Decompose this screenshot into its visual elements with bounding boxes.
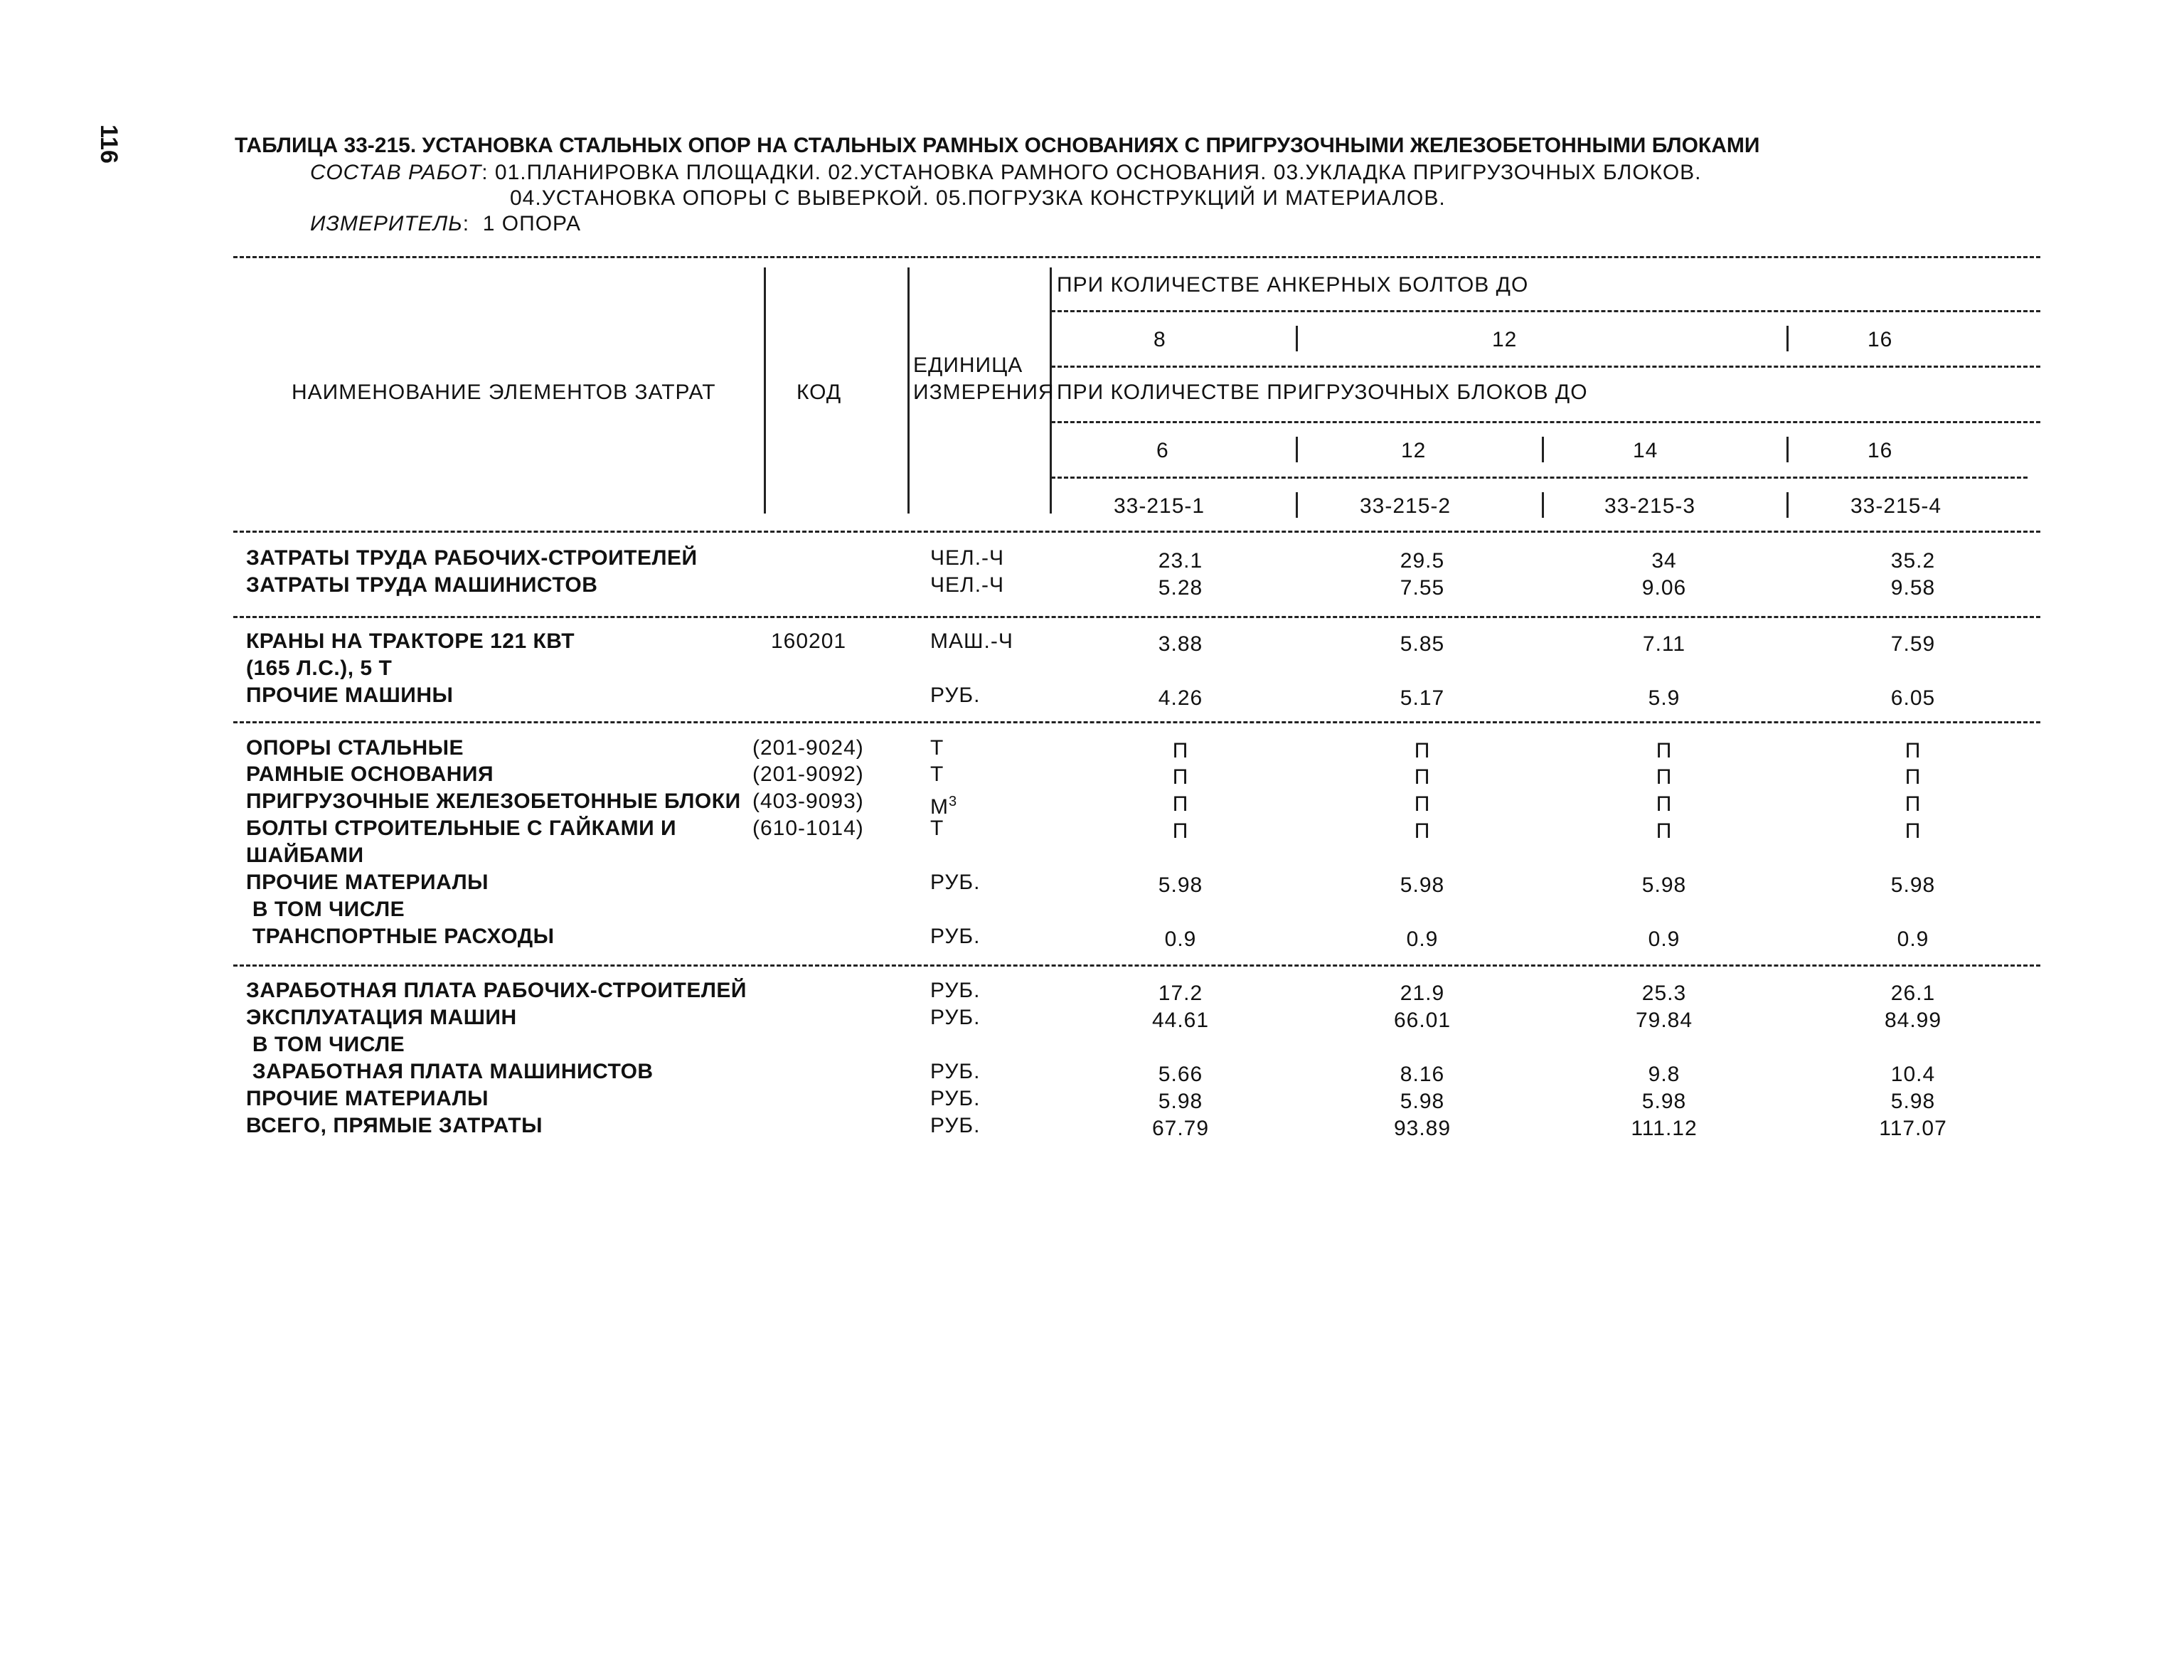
- row-value: 5.66: [1158, 1063, 1203, 1086]
- row-value: 5.98: [1641, 1090, 1687, 1113]
- header-rule-c: [1051, 421, 2040, 423]
- row-code: (201-9024): [752, 736, 864, 760]
- header-code-2: 33-215-2: [1360, 494, 1451, 518]
- row-value: 8.16: [1400, 1063, 1445, 1086]
- row-value: 29.5: [1400, 549, 1445, 573]
- row-value: 5.98: [1400, 873, 1445, 897]
- row-unit: Т: [930, 762, 944, 786]
- row-value: П: [1414, 765, 1431, 789]
- header-bolt-12: 12: [1492, 328, 1518, 351]
- row-value: П: [1905, 765, 1922, 789]
- section-rule-2: [233, 721, 2040, 723]
- row-value: 34: [1651, 549, 1677, 573]
- row-value: 117.07: [1879, 1117, 1947, 1140]
- row-value: 5.98: [1400, 1090, 1445, 1113]
- row-value: 5.98: [1158, 1090, 1203, 1113]
- vline-code-3: [1786, 492, 1789, 518]
- measurement-value: : 1 ОПОРА: [462, 212, 582, 235]
- row-value: П: [1656, 739, 1673, 762]
- vline-bolt-2: [1786, 326, 1789, 351]
- row-code: 160201: [771, 629, 847, 653]
- row-code: (403-9093): [752, 790, 864, 813]
- table-top-rule: [233, 256, 2040, 258]
- row-value: П: [1905, 792, 1922, 816]
- header-unit-line2: ИЗМЕРЕНИЯ: [913, 381, 1055, 404]
- vline-code: [764, 267, 766, 514]
- row-unit: $М^3$: [930, 794, 958, 819]
- row-name: ШАЙБАМИ: [246, 844, 364, 867]
- row-value: П: [1414, 792, 1431, 816]
- row-value: 9.8: [1648, 1063, 1680, 1086]
- table-title: ТАБЛИЦА 33-215. УСТАНОВКА СТАЛЬНЫХ ОПОР НА СТАЛЬНЫХ РАМНЫХ ОСНОВАНИЯХ С ПРИГРУЗОЧНЫМИ ЖЕЛЕЗОБЕТОННЫМИ БЛОКАМИ: [235, 134, 1760, 157]
- row-value: 23.1: [1158, 549, 1203, 573]
- work-composition-line2: 04.УСТАНОВКА ОПОРЫ С ВЫВЕРКОЙ. 05.ПОГРУЗКА КОНСТРУКЦИЙ И МАТЕРИАЛОВ.: [510, 186, 1446, 210]
- row-value: 5.98: [1890, 873, 1936, 897]
- vline-unit: [907, 267, 910, 514]
- row-value: П: [1656, 765, 1673, 789]
- row-name: РАМНЫЕ ОСНОВАНИЯ: [246, 762, 494, 786]
- row-name: В ТОМ ЧИСЛЕ: [246, 898, 405, 921]
- row-value: П: [1905, 739, 1922, 762]
- row-value: 93.89: [1393, 1117, 1451, 1140]
- row-value: 5.28: [1158, 576, 1203, 600]
- row-name: ЭКСПЛУАТАЦИЯ МАШИН: [246, 1006, 517, 1029]
- work-composition-line1: : 01.ПЛАНИРОВКА ПЛОЩАДКИ. 02.УСТАНОВКА РАМНОГО ОСНОВАНИЯ. 03.УКЛАДКА ПРИГРУЗОЧНЫХ БЛОКОВ.: [481, 161, 1702, 184]
- row-value: 26.1: [1890, 982, 1936, 1005]
- row-value: 25.3: [1641, 982, 1687, 1005]
- work-composition-label: СОСТАВ РАБОТ: [310, 161, 482, 184]
- header-rule-d: [1051, 477, 2028, 479]
- row-name: ПРОЧИЕ МАТЕРИАЛЫ: [246, 1087, 489, 1110]
- row-value: 66.01: [1393, 1009, 1451, 1032]
- row-value: П: [1905, 819, 1922, 843]
- row-value: 3.88: [1158, 632, 1203, 656]
- row-value: 9.06: [1641, 576, 1687, 600]
- row-unit: РУБ.: [930, 1114, 981, 1137]
- row-name: ЗАТРАТЫ ТРУДА РАБОЧИХ-СТРОИТЕЛЕЙ: [246, 546, 698, 570]
- section-rule-3: [233, 964, 2040, 967]
- row-value: 5.98: [1158, 873, 1203, 897]
- row-value: 35.2: [1890, 549, 1936, 573]
- row-unit: Т: [930, 817, 944, 840]
- row-name: ПРОЧИЕ МАШИНЫ: [246, 684, 454, 707]
- row-value: 5.98: [1890, 1090, 1936, 1113]
- row-value: П: [1656, 819, 1673, 843]
- row-name: КРАНЫ НА ТРАКТОРЕ 121 КВТ: [246, 629, 575, 653]
- row-value: П: [1656, 792, 1673, 816]
- row-value: П: [1172, 819, 1189, 843]
- row-name: ПРИГРУЗОЧНЫЕ ЖЕЛЕЗОБЕТОННЫЕ БЛОКИ: [246, 790, 741, 813]
- header-blocks-title: ПРИ КОЛИЧЕСТВЕ ПРИГРУЗОЧНЫХ БЛОКОВ ДО: [1057, 381, 1588, 404]
- row-value: 0.9: [1648, 927, 1680, 951]
- row-name: БОЛТЫ СТРОИТЕЛЬНЫЕ С ГАЙКАМИ И: [246, 817, 677, 840]
- row-value: 7.59: [1890, 632, 1936, 656]
- header-unit-line1: ЕДИНИЦА: [913, 353, 1023, 377]
- row-value: П: [1414, 739, 1431, 762]
- header-name: НАИМЕНОВАНИЕ ЭЛЕМЕНТОВ ЗАТРАТ: [292, 381, 716, 404]
- row-name: ВСЕГО, ПРЯМЫЕ ЗАТРАТЫ: [246, 1114, 543, 1137]
- header-block-12: 12: [1401, 439, 1427, 462]
- vline-block-1: [1296, 437, 1298, 462]
- row-value: 84.99: [1884, 1009, 1942, 1032]
- header-code-4: 33-215-4: [1850, 494, 1942, 518]
- row-value: 7.11: [1642, 632, 1686, 656]
- vline-code-2: [1542, 492, 1544, 518]
- row-value: 0.9: [1897, 927, 1929, 951]
- header-bolt-16: 16: [1868, 328, 1893, 351]
- row-unit: РУБ.: [930, 871, 981, 894]
- row-value: 6.05: [1890, 686, 1936, 710]
- row-name: В ТОМ ЧИСЛЕ: [246, 1033, 405, 1056]
- header-rule-a: [1051, 310, 2040, 312]
- row-value: 4.26: [1158, 686, 1203, 710]
- header-code-3: 33-215-3: [1604, 494, 1696, 518]
- row-code: (201-9092): [752, 762, 864, 786]
- row-name: ЗАРАБОТНАЯ ПЛАТА РАБОЧИХ-СТРОИТЕЛЕЙ: [246, 979, 747, 1002]
- row-value: 67.79: [1151, 1117, 1210, 1140]
- row-value: 5.17: [1400, 686, 1445, 710]
- row-code: (610-1014): [752, 817, 864, 840]
- header-bottom-rule: [233, 531, 2040, 533]
- vline-block-3: [1786, 437, 1789, 462]
- header-bolts-title: ПРИ КОЛИЧЕСТВЕ АНКЕРНЫХ БОЛТОВ ДО: [1057, 273, 1529, 297]
- header-bolt-8: 8: [1154, 328, 1166, 351]
- row-value: 10.4: [1890, 1063, 1936, 1086]
- measurement-label: ИЗМЕРИТЕЛЬ: [310, 212, 463, 235]
- row-value: 0.9: [1164, 927, 1197, 951]
- row-unit: РУБ.: [930, 1006, 981, 1029]
- row-value: П: [1172, 765, 1189, 789]
- header-block-16: 16: [1868, 439, 1893, 462]
- row-value: 9.58: [1890, 576, 1936, 600]
- row-unit: РУБ.: [930, 1087, 981, 1110]
- row-value: 17.2: [1158, 982, 1203, 1005]
- row-unit: ЧЕЛ.-Ч: [930, 546, 1005, 570]
- row-value: 5.85: [1400, 632, 1445, 656]
- vline-code-1: [1296, 492, 1298, 518]
- work-composition: [310, 161, 1702, 185]
- row-unit: РУБ.: [930, 925, 981, 948]
- row-unit: РУБ.: [930, 979, 981, 1002]
- row-name: (165 Л.С.), 5 Т: [246, 656, 393, 680]
- row-unit: РУБ.: [930, 684, 981, 707]
- row-value: 7.55: [1400, 576, 1445, 600]
- row-unit: ЧЕЛ.-Ч: [930, 573, 1005, 597]
- page-number: 116: [95, 124, 122, 164]
- header-rule-b: [1051, 366, 2040, 368]
- row-value: 5.98: [1641, 873, 1687, 897]
- row-unit: РУБ.: [930, 1060, 981, 1083]
- row-value: 111.12: [1631, 1117, 1698, 1140]
- header-code: КОД: [797, 381, 842, 404]
- row-name: ОПОРЫ СТАЛЬНЫЕ: [246, 736, 464, 760]
- section-rule-1: [233, 616, 2040, 618]
- header-block-14: 14: [1633, 439, 1658, 462]
- row-value: П: [1414, 819, 1431, 843]
- row-name: ПРОЧИЕ МАТЕРИАЛЫ: [246, 871, 489, 894]
- row-value: 0.9: [1406, 927, 1439, 951]
- vline-bolt-1: [1296, 326, 1298, 351]
- row-value: 21.9: [1400, 982, 1445, 1005]
- row-value: 5.9: [1648, 686, 1680, 710]
- header-block-6: 6: [1156, 439, 1169, 462]
- row-unit-superscript: 3: [949, 794, 958, 809]
- row-name: ЗАТРАТЫ ТРУДА МАШИНИСТОВ: [246, 573, 598, 597]
- row-name: ЗАРАБОТНАЯ ПЛАТА МАШИНИСТОВ: [246, 1060, 654, 1083]
- row-value: 44.61: [1151, 1009, 1210, 1032]
- row-value: П: [1172, 739, 1189, 762]
- vline-block-2: [1542, 437, 1544, 462]
- row-name: ТРАНСПОРТНЫЕ РАСХОДЫ: [246, 925, 555, 948]
- row-unit: Т: [930, 736, 944, 760]
- measurement: [310, 212, 581, 236]
- row-value: 79.84: [1635, 1009, 1693, 1032]
- row-value: П: [1172, 792, 1189, 816]
- row-unit: МАШ.-Ч: [930, 629, 1013, 653]
- header-code-1: 33-215-1: [1114, 494, 1205, 518]
